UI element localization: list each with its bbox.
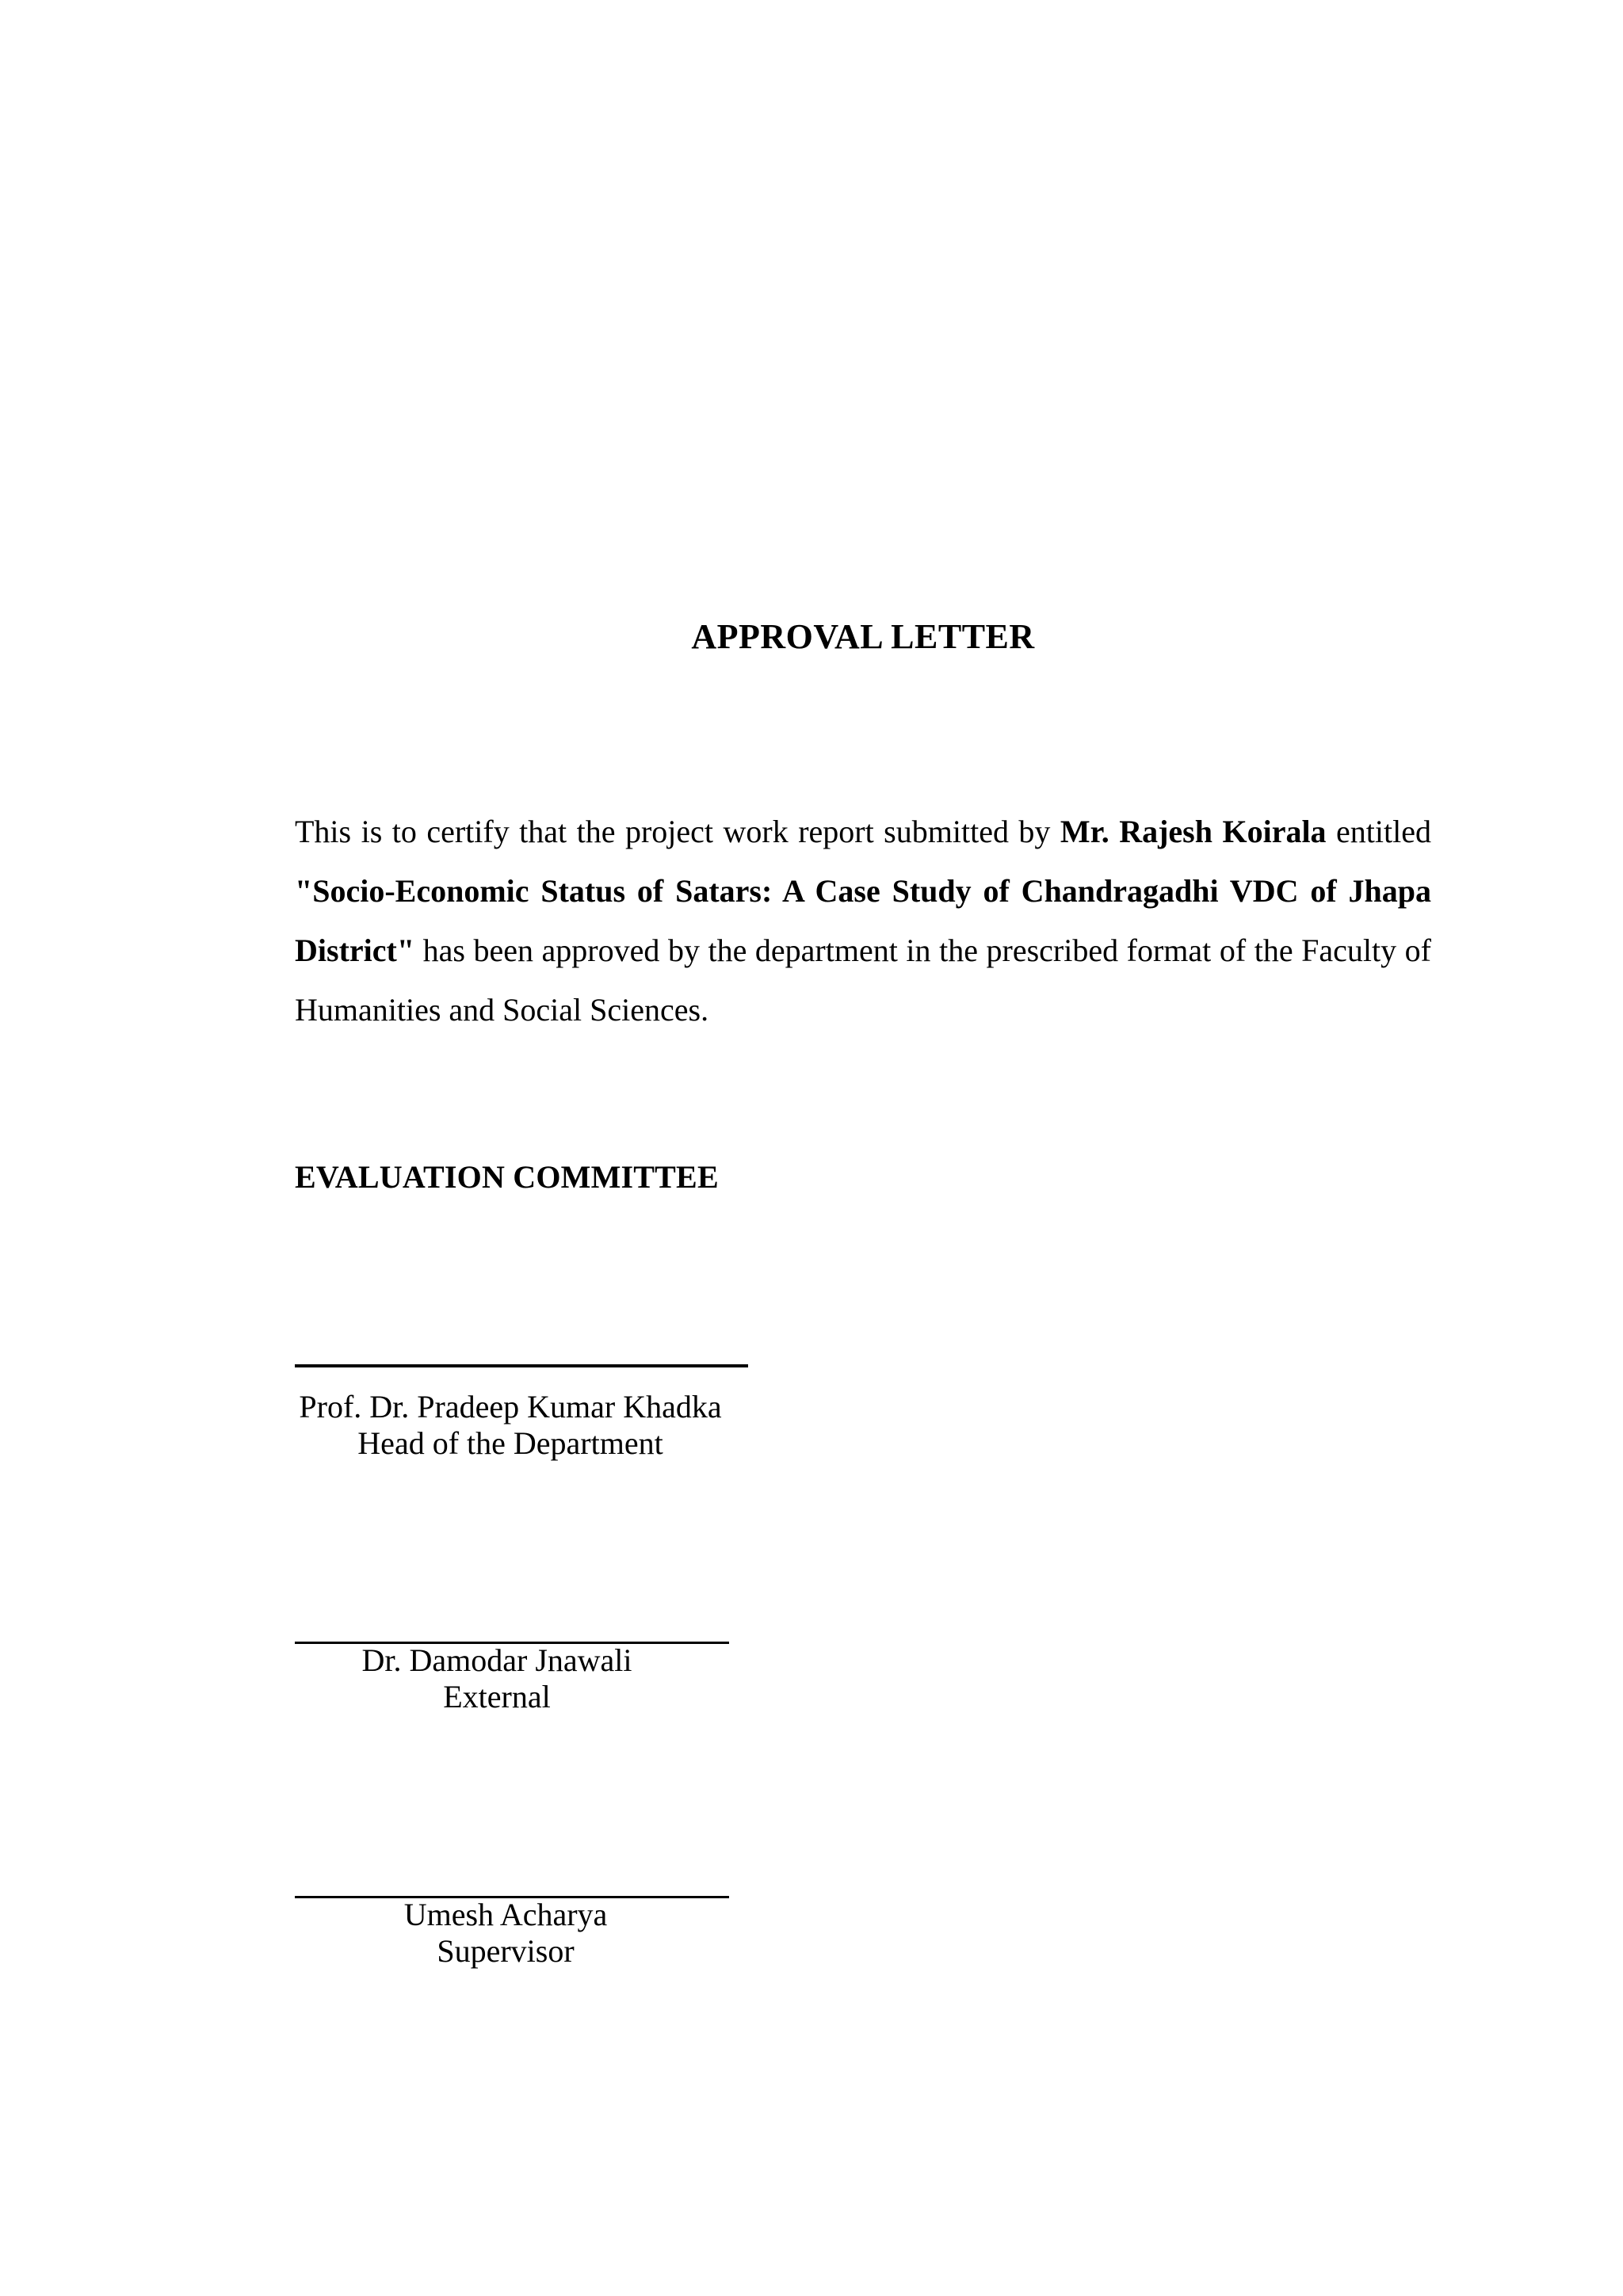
signatory-block — [295, 1642, 699, 1715]
paragraph-text-1: This is to certify that the project work report submitted by — [295, 814, 1060, 849]
paragraph-text-3: has been approved by the department in the prescribed format of the Faculty of Humanities and Social Sciences. — [295, 933, 1431, 1028]
signatory-name: Dr. Damodar Jnawali — [361, 1642, 632, 1678]
signatory-name: Umesh Acharya — [403, 1897, 608, 1932]
certification-paragraph — [295, 802, 1431, 1039]
report-title: "Socio-Economic Status of Satars: A Case Study of Chandragadhi VDC of Jhapa District" — [295, 873, 1431, 968]
signatory-block — [295, 1897, 716, 1970]
student-name: Mr. Rajesh Koirala — [1060, 814, 1327, 849]
signature-line — [295, 1364, 748, 1367]
signatory-role: Head of the Department — [357, 1425, 663, 1461]
committee-heading: EVALUATION COMMITTEE — [295, 1159, 719, 1195]
signatory-role: Supervisor — [437, 1933, 575, 1969]
signatory-block — [295, 1389, 726, 1462]
page-title: APPROVAL LETTER — [691, 617, 1035, 656]
signatory-role: External — [443, 1679, 551, 1714]
signatory-name: Prof. Dr. Pradeep Kumar Khadka — [299, 1389, 722, 1425]
paragraph-text-2: entitled — [1326, 814, 1431, 849]
